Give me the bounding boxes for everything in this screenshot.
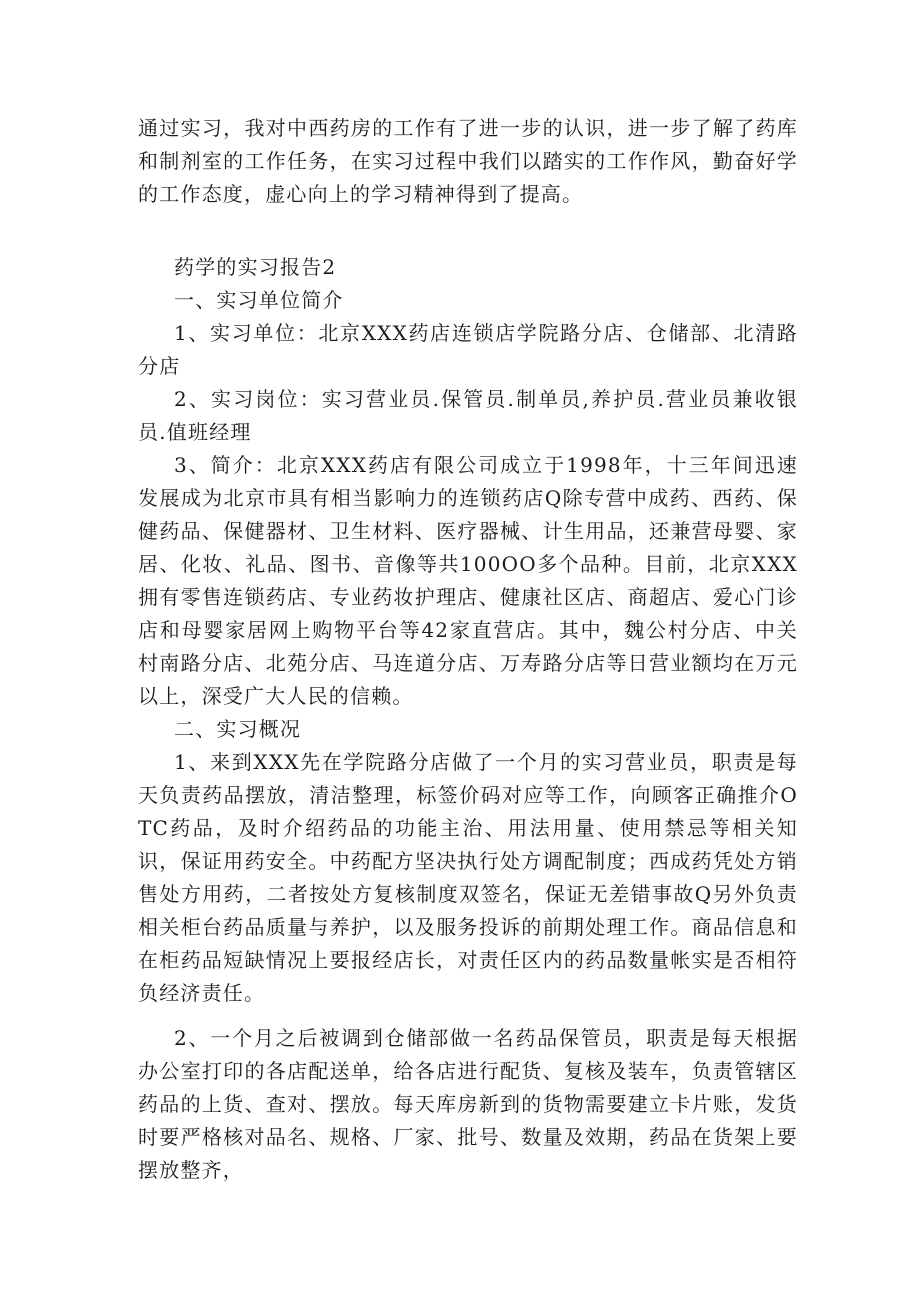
- paragraph-internship-position: 2、实习岗位：实习营业员.保管员.制单员,养护员.营业员兼收银员.值班经理: [138, 387, 798, 444]
- paragraph-internship-unit: 1、实习单位：北京XXX药店连锁店学院路分店、仓储部、北清路分店: [138, 321, 798, 378]
- paragraph-overview-2: 2、一个月之后被调到仓储部做一名药品保管员，职责是每天根据办公室打印的各店配送单，给各店进行配货、复核及装车，负责管辖区药品的上货、查对、摆放。每天库房新到的货物需要建立卡片账，发货时要严格核对品名、规格、厂家、批号、数量及效期，药品在货架上要摆放整齐，: [138, 1026, 798, 1182]
- section-heading-unit-intro: 一、实习单位简介: [174, 288, 344, 312]
- intro-paragraph: 通过实习，我对中西药房的工作有了进一步的认识，进一步了解了药库和制剂室的工作任务，在实习过程中我们以踏实的工作作风，勤奋好学的工作态度，虚心向上的学习精神得到了提高。: [138, 116, 798, 206]
- document-page: [138, 112, 798, 1187]
- section-heading-overview: 二、实习概况: [174, 717, 302, 741]
- paragraph-company-intro: 3、简介：北京XXX药店有限公司成立于1998年，十三年间迅速发展成为北京市具有相当影响力的连锁药店Q除专营中成药、西药、保健药品、保健器材、卫生材料、医疗器械、计生用品，还兼营母婴、家居、化妆、礼品、图书、音像等共100OO多个品种。目前，北京XXX拥有零售连锁药店、专业药妆护理店、健康社区店、商超店、爱心门诊店和母婴家居网上购物平台等42家直营店。其中，魏公村分店、中关村南路分店、北苑分店、马连道分店、万寿路分店等日营业额均在万元以上，深受广大人民的信赖。: [138, 453, 798, 708]
- report-title: 药学的实习报告2: [174, 255, 337, 279]
- paragraph-overview-1: 1、来到XXX先在学院路分店做了一个月的实习营业员，职责是每天负责药品摆放，清洁整理，标签价码对应等工作，向顾客正确推介OTC药品，及时介绍药品的功能主治、用法用量、使用禁忌等相关知识，保证用药安全。中药配方坚决执行处方调配制度；西成药凭处方销售处方用药，二者按处方复核制度双签名，保证无差错事故Q另外负责相关柜台药品质量与养护，以及服务投诉的前期处理工作。商品信息和在柜药品短缺情况上要报经店长，对责任区内的药品数量帐实是否相符负经济责任。: [138, 750, 798, 1005]
